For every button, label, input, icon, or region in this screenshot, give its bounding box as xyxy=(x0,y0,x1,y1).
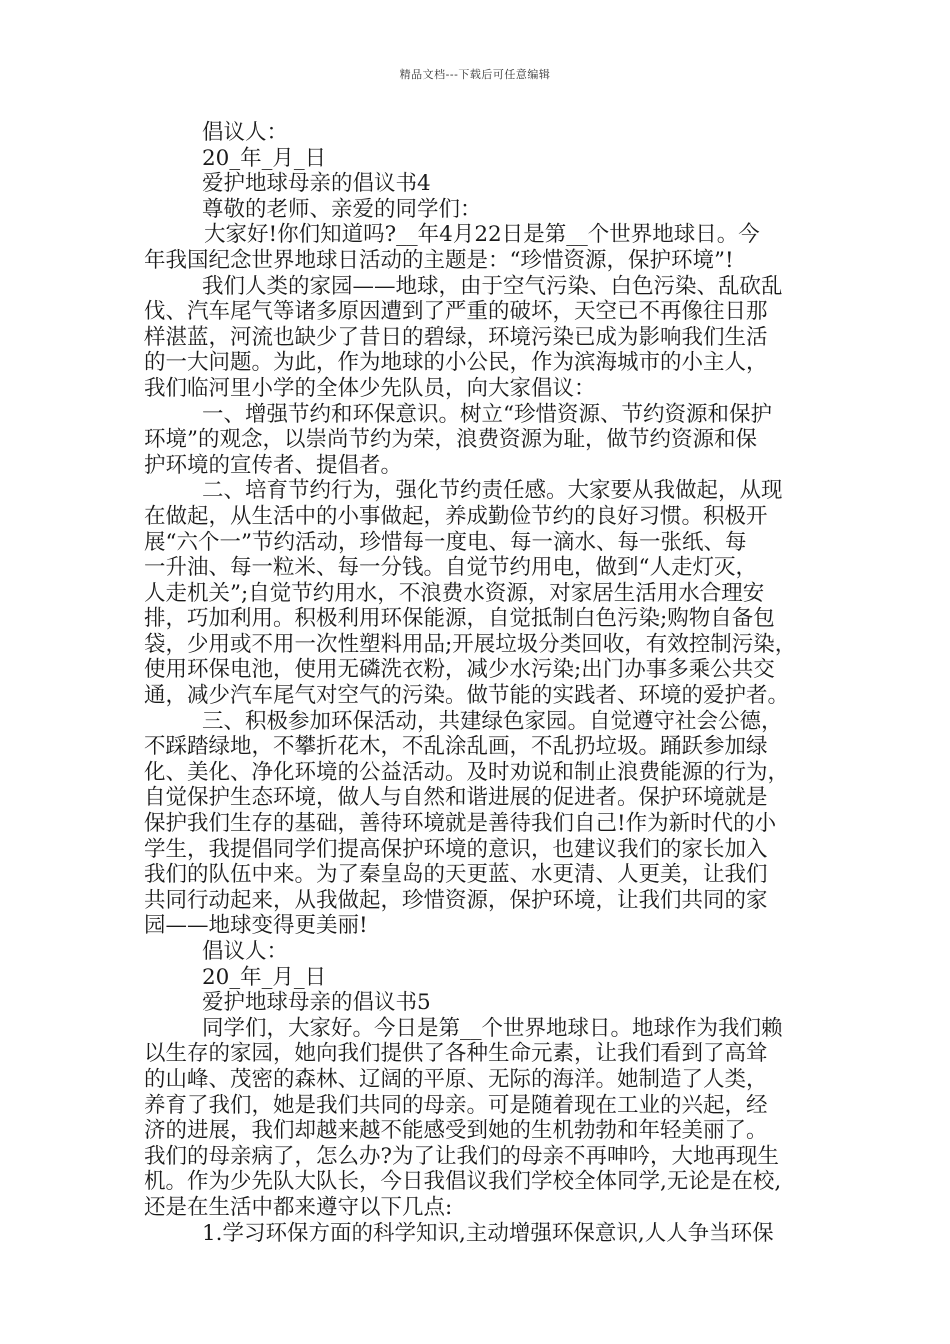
text-line: 三、积极参加环保活动，共建绿色家园。自觉遵守社会公德， xyxy=(202,708,783,734)
text-line: 学生，我提倡同学们提高保护环境的意识，也建议我们的家长加入 xyxy=(144,836,768,862)
text-line: 不踩踏绿地，不攀折花木，不乱涂乱画，不乱扔垃圾。踊跃参加绿 xyxy=(144,734,768,760)
text-line: 使用环保电池，使用无磷洗衣粉，减少水污染;出门办事多乘公共交 xyxy=(144,657,775,683)
text-line: 机。作为少先队大队长，今日我倡议我们学校全体同学,无论是在校, xyxy=(144,1169,782,1195)
text-line: 袋，少用或不用一次性塑料用品;开展垃圾分类回收，有效控制污染， xyxy=(144,631,797,657)
text-line: 化、美化、净化环境的公益活动。及时劝说和制止浪费能源的行为， xyxy=(144,759,790,785)
text-line: 自觉保护生态环境，做人与自然和谐进展的促进者。保护环境就是 xyxy=(144,785,768,811)
text-line: 人走机关”;自觉节约用水，不浪费水资源，对家居生活用水合理安 xyxy=(144,580,765,606)
text-line: 爱护地球母亲的倡议书5 xyxy=(202,990,431,1016)
document-body xyxy=(144,120,808,1246)
text-line: 大家好!你们知道吗?__年4月22日是第__个世界地球日。今 xyxy=(204,222,760,248)
text-line: 养育了我们，她是我们共同的母亲。可是随着现在工业的兴起，经 xyxy=(144,1092,768,1118)
text-line: 我们人类的家园——地球，由于空气污染、白色污染、乱砍乱 xyxy=(202,273,783,299)
text-line: 园——地球变得更美丽! xyxy=(144,913,368,939)
text-line: 20_年_月_日 xyxy=(202,145,327,171)
text-line: 尊敬的老师、亲爱的同学们： xyxy=(202,196,482,222)
text-line: 排，巧加利用。积极利用环保能源，自觉抵制白色污染;购物自备包 xyxy=(144,606,775,632)
text-line: 的山峰、茂密的森林、辽阔的平原、无际的海洋。她制造了人类， xyxy=(144,1066,768,1092)
text-line: 以生存的家园，她向我们提供了各种生命元素，让我们看到了高耸 xyxy=(144,1041,768,1067)
text-line: 倡议人： xyxy=(202,120,289,145)
text-line: 还是在生活中都来遵守以下几点: xyxy=(144,1194,453,1220)
text-line: 二、培育节约行为，强化节约责任感。大家要从我做起，从现 xyxy=(202,478,783,504)
text-line: 一升油、每一粒米、每一分钱。自觉节约用电，做到“人走灯灭， xyxy=(144,555,757,581)
text-line: 展“六个一”节约活动，珍惜每一度电、每一滴水、每一张纸、每 xyxy=(144,529,747,555)
text-line: 的一大问题。为此，作为地球的小公民，作为滨海城市的小主人， xyxy=(144,350,768,376)
text-line: 保护我们生存的基础，善待环境就是善待我们自己!作为新时代的小 xyxy=(144,811,777,837)
text-line: 环境”的观念，以崇尚节约为荣，浪费资源为耻，做节约资源和保 xyxy=(144,427,757,453)
text-line: 济的进展，我们却越来越不能感受到她的生机勃勃和年轻美丽了。 xyxy=(144,1118,768,1144)
text-line: 在做起，从生活中的小事做起，养成勤俭节约的良好习惯。积极开 xyxy=(144,503,768,529)
text-line: 同学们，大家好。今日是第__个世界地球日。地球作为我们赖 xyxy=(202,1015,783,1041)
text-line: 一、增强节约和环保意识。树立“珍惜资源、节约资源和保护 xyxy=(202,401,772,427)
text-line: 20_年_月_日 xyxy=(202,964,327,990)
text-line: 年我国纪念世界地球日活动的主题是：“珍惜资源，保护环境”! xyxy=(144,247,734,273)
text-line: 1.学习环保方面的科学知识,主动增强环保意识,人人争当环保 xyxy=(202,1220,774,1246)
text-line: 倡议人： xyxy=(202,939,289,964)
text-line: 样湛蓝，河流也缺少了昔日的碧绿，环境污染已成为影响我们生活 xyxy=(144,324,768,350)
text-line: 我们临河里小学的全体少先队员，向大家倡议： xyxy=(144,375,596,401)
text-line: 伐、汽车尾气等诸多原因遭到了严重的破坏，天空已不再像往日那 xyxy=(144,299,768,325)
page-header: 精品文档---下载后可任意编辑 xyxy=(399,68,551,81)
text-line: 共同行动起来，从我做起，珍惜资源，保护环境，让我们共同的家 xyxy=(144,887,768,913)
text-line: 护环境的宣传者、提倡者。 xyxy=(144,452,403,478)
text-line: 我们的队伍中来。为了秦皇岛的天更蓝、水更清、人更美，让我们 xyxy=(144,862,768,888)
text-line: 爱护地球母亲的倡议书4 xyxy=(202,171,431,197)
text-line: 我们的母亲病了，怎么办?为了让我们的母亲不再呻吟，大地再现生 xyxy=(144,1143,780,1169)
text-line: 通，减少汽车尾气对空气的污染。做节能的实践者、环境的爱护者。 xyxy=(144,683,790,709)
